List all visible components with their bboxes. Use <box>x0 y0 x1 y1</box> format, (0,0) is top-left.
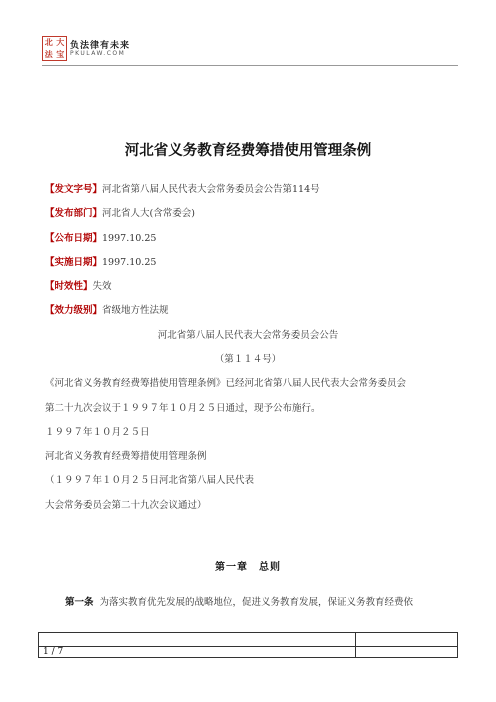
header-divider <box>42 65 458 66</box>
meta-key: 【效力级别】 <box>45 305 103 316</box>
meta-doc-number <box>45 184 320 196</box>
regulation-title: 河北省义务教育经费筹措使用管理条例 <box>45 451 207 462</box>
footer-divider-horizontal <box>39 646 457 647</box>
announcement-heading: 河北省第八届人民代表大会常务委员会公告 <box>157 330 339 341</box>
meta-effective-date <box>45 257 156 269</box>
announcement-text-line1: 《河北省义务教育经费筹措使用管理条例》已经河北省第八届人民代表大会常务委员会 <box>45 378 407 389</box>
meta-key: 【发布部门】 <box>45 208 103 219</box>
brand-url: PKULAW.COM <box>70 50 126 57</box>
seal-char: 法 <box>44 48 53 59</box>
document-title: 河北省义务教育经费筹措使用管理条例 <box>124 142 372 159</box>
announcement-text-line2: 第二十九次会议于１９９７年１０月２５日通过，现予公布施行。 <box>45 403 321 414</box>
meta-value: 河北省人大(含常委会) <box>102 208 195 219</box>
meta-value: 省级地方性法规 <box>102 305 169 316</box>
meta-department <box>45 208 195 220</box>
passed-note-line2: 大会常务委员会第二十九次会议通过） <box>45 500 207 511</box>
meta-key: 【发文字号】 <box>45 184 103 195</box>
chapter-heading: 第一章 总则 <box>215 562 281 573</box>
pkulaw-seal-logo <box>42 36 67 61</box>
meta-value: 失效 <box>92 281 112 292</box>
meta-level <box>45 305 169 317</box>
seal-char: 宝 <box>56 48 65 59</box>
seal-char: 大 <box>56 37 65 47</box>
meta-key: 【实施日期】 <box>45 257 103 268</box>
passed-note-line1: （１９９７年１０月２５日河北省第八届人民代表 <box>45 475 255 486</box>
meta-key: 【时效性】 <box>45 281 93 292</box>
meta-value: 河北省第八届人民代表大会常务委员会公告第114号 <box>102 184 320 195</box>
page-footer <box>38 632 458 658</box>
article-text: 为落实教育优先发展的战略地位，促进义务教育发展，保证义务教育经费依 <box>99 597 414 608</box>
seal-char: 北 <box>44 37 53 47</box>
meta-value: 1997.10.25 <box>102 233 157 244</box>
meta-publish-date <box>45 233 156 245</box>
meta-validity <box>45 281 112 293</box>
meta-key: 【公布日期】 <box>45 233 103 244</box>
page-indicator: 1 / 7 <box>43 647 64 657</box>
announcement-number: （第１１４号） <box>214 354 282 365</box>
article-1 <box>65 597 413 609</box>
header <box>42 36 458 66</box>
footer-divider-vertical <box>355 633 356 657</box>
announcement-date: １９９７年１０月２５日 <box>45 427 150 438</box>
brand-slogan: 负法律有未来 <box>70 41 131 51</box>
article-number: 第一条 <box>65 597 94 608</box>
meta-value: 1997.10.25 <box>102 257 157 268</box>
